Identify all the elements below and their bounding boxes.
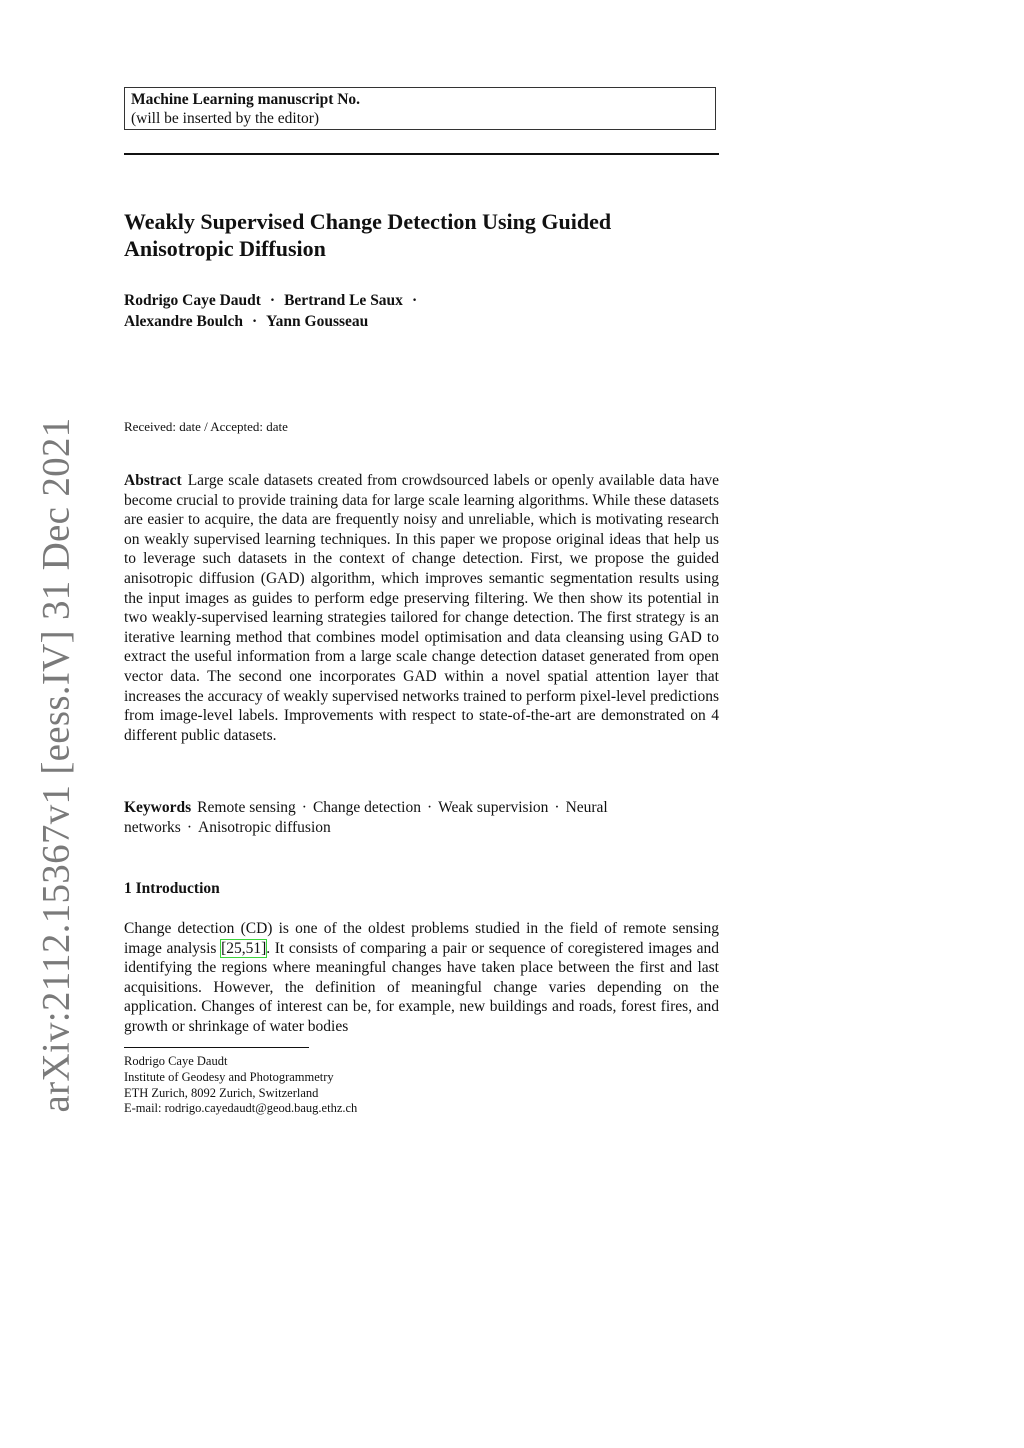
- paper-title: Weakly Supervised Change Detection Using Guided Anisotropic Diffusion: [124, 209, 612, 261]
- author-name: Bertrand Le Saux: [284, 292, 403, 309]
- received-date: Received: date / Accepted: date: [124, 419, 288, 434]
- keywords-label: Keywords: [124, 799, 192, 816]
- header-rule: [124, 153, 719, 155]
- author-name: Alexandre Boulch: [124, 313, 243, 330]
- journal-note: (will be inserted by the editor): [131, 110, 320, 127]
- intro-text-start: Change detection (CD) is one of the oldest problems studied in the field of remote sensing image analysis: [124, 920, 719, 957]
- footnote-affiliation: Institute of Geodesy and Photogrammetry: [124, 1069, 334, 1084]
- journal-name: Machine Learning manuscript No.: [131, 91, 361, 108]
- keyword: Change detection: [312, 799, 421, 816]
- author-footnote: [124, 1054, 357, 1117]
- keyword: Weak supervision: [438, 799, 549, 816]
- journal-header-box: [124, 87, 716, 130]
- author-name: Yann Gousseau: [266, 313, 369, 330]
- abstract: [124, 471, 719, 745]
- author-list: [124, 290, 724, 332]
- keywords: Keywords Remote sensing · Change detection · Weak supervision · Neural networks · Anisotropic diffusion: [124, 799, 608, 836]
- intro-paragraph: [124, 919, 719, 1037]
- keyword: Remote sensing: [197, 799, 296, 816]
- intro-text-end: . It consists of comparing a pair or sequence of coregistered images and identifying the regions where meaningful changes have taken place between the first and last acquisitions. However, the definition of meaningful change varies depending on the application. Changes of interest can be, for example, new buildings and roads, forest fires, and growth or shrinkage of water bodies: [124, 939, 720, 1035]
- author-line-1: Rodrigo Caye Daudt · Bertrand Le Saux ·: [124, 292, 418, 309]
- footnote-address: ETH Zurich, 8092 Zurich, Switzerland: [124, 1085, 319, 1100]
- keyword: Anisotropic diffusion: [198, 818, 331, 836]
- abstract-label: Abstract: [124, 472, 182, 489]
- footnote-email: E-mail: rodrigo.cayedaudt@geod.baug.ethz.ch: [124, 1101, 358, 1116]
- footnote-name: Rodrigo Caye Daudt: [124, 1054, 228, 1068]
- arxiv-stamp: arXiv:2112.15367v1 [eess.IV] 31 Dec 2021: [34, 417, 78, 1113]
- citation-link[interactable]: [25,51]: [221, 939, 267, 957]
- abstract-text: Large scale datasets created from crowdsourced labels or openly available data have become crucial to provide training data for large scale learning algorithms. While these datasets are easier to acquire, the data are frequently noisy and unreliable, which is motivating research on weakly supervised learning techniques. In this paper we propose original ideas that help us to leverage such datasets in the context of change detection. First, we propose the guided anisotropic diffusion (GAD) algorithm, which improves semantic segmentation results using the input images as guides to perform edge preserving filtering. We then show its potential in two weakly-supervised learning strategies tailored for change detection. The first strategy is an iterative learning method that combines model optimisation and data cleansing using GAD to extract the useful information from a large scale change detection dataset generated from open vector data. The second one incorporates GAD within a novel spatial attention layer that increases the accuracy of weakly supervised networks trained to perform pixel-level predictions from image-level labels. Improvements with respect to state-of-the-art are demonstrated on 4 different public datasets.: [124, 472, 719, 744]
- section-heading: 1 Introduction: [124, 880, 220, 897]
- author-line-2: Alexandre Boulch · Yann Gousseau: [124, 313, 369, 330]
- keyword: Neural networks: [124, 799, 608, 836]
- author-name: Rodrigo Caye Daudt: [124, 292, 261, 309]
- footnote-rule: [124, 1047, 309, 1048]
